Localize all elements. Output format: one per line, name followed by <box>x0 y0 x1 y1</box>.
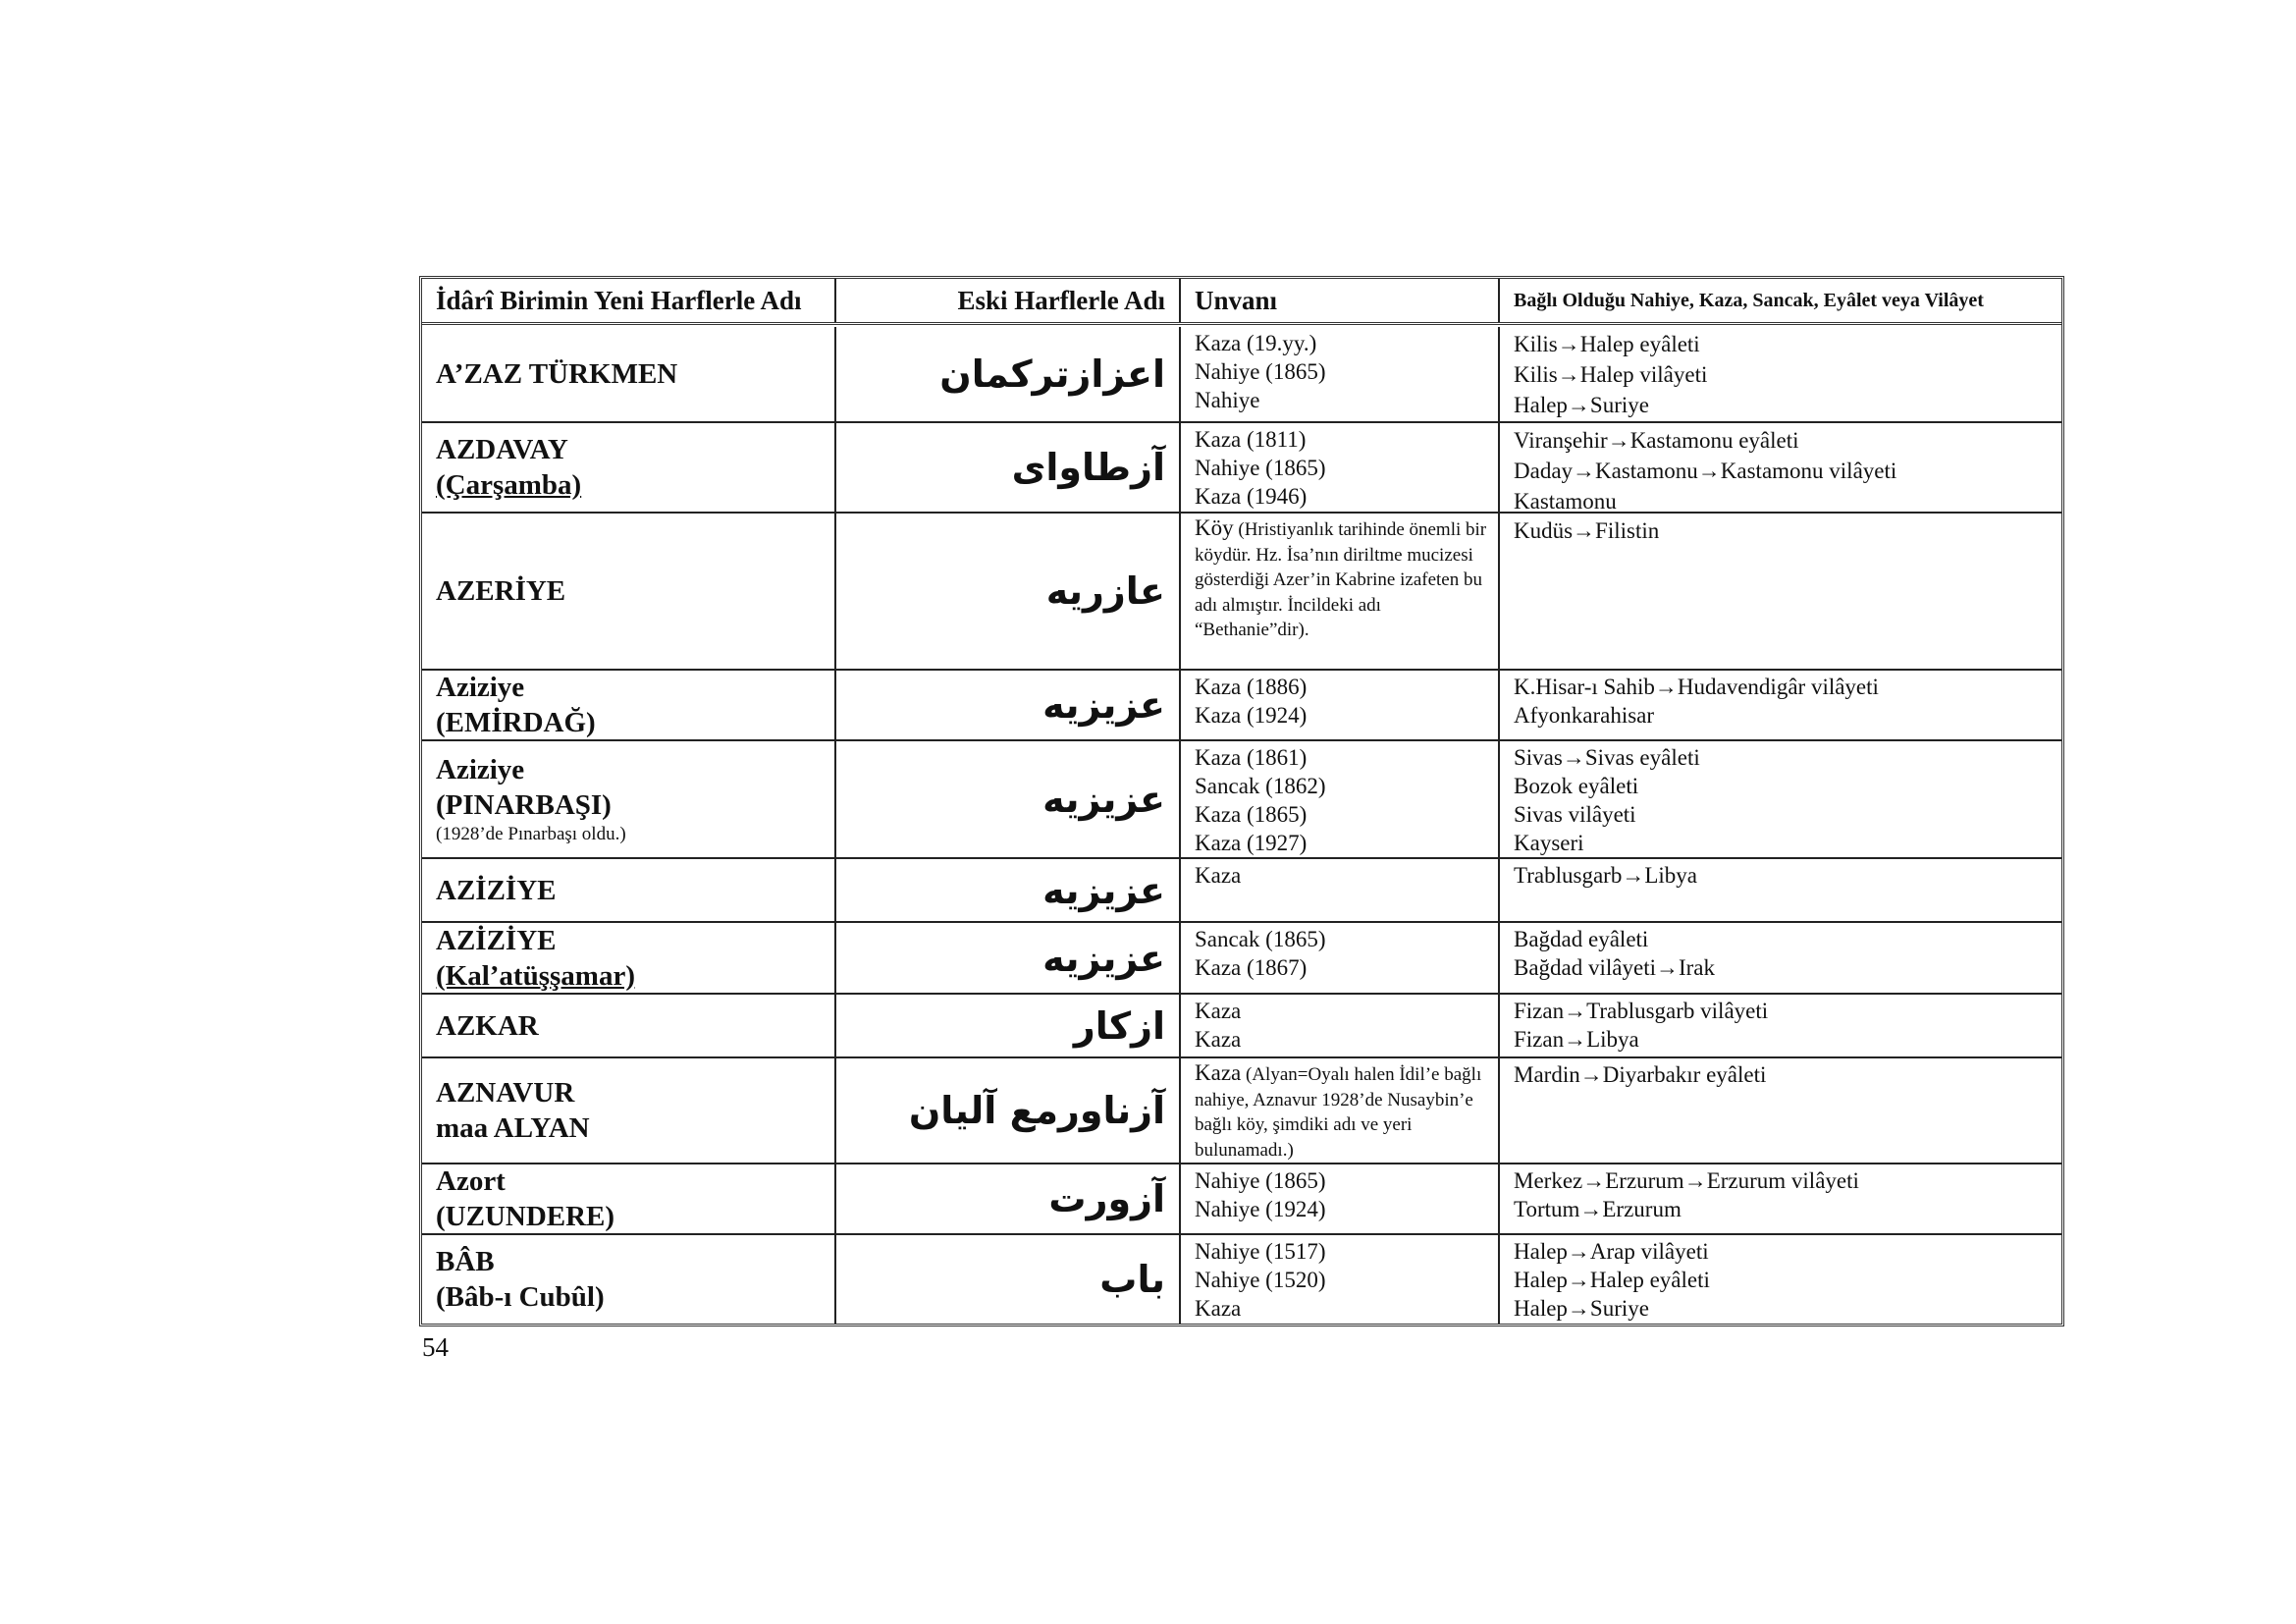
old-name: عزيزيه <box>1042 683 1165 727</box>
title-line: Kaza (1924) <box>1195 703 1308 728</box>
affiliation-line: Kilis→Halep vilâyeti <box>1514 362 1708 387</box>
affiliation-line: Kayseri <box>1514 831 1584 855</box>
title-line: Kaza <box>1195 1296 1242 1321</box>
new-name: AZNAVUR <box>436 1077 575 1109</box>
title-line: Kaza (1811) <box>1195 427 1307 452</box>
new-name-alt: (UZUNDERE) <box>436 1201 615 1232</box>
new-name: AZKAR <box>436 1009 539 1042</box>
new-name-alt: (EMİRDAĞ) <box>436 707 596 738</box>
title-line: Kaza <box>1195 999 1242 1023</box>
old-name: اعزازتركمان <box>939 352 1165 396</box>
affiliation-line: Bozok eyâleti <box>1514 774 1639 798</box>
affiliation-line: Halep→Suriye <box>1514 393 1649 417</box>
new-name: Azort <box>436 1165 506 1197</box>
title-main: Kaza <box>1195 1060 1242 1085</box>
affiliation-line: Halep→Suriye <box>1514 1296 1649 1321</box>
new-name: Aziziye <box>436 754 525 785</box>
title-line: Sancak (1865) <box>1195 927 1326 951</box>
title-line: Kaza (1927) <box>1195 831 1308 855</box>
header-old-name: Eski Harflerle Adı <box>836 279 1181 322</box>
table-row <box>422 671 2061 741</box>
table-row <box>422 995 2061 1058</box>
title-line: Nahiye (1517) <box>1195 1239 1326 1264</box>
table-row <box>422 859 2061 923</box>
new-name: AZİZİYE <box>436 874 557 906</box>
title-line: Kaza (1861) <box>1195 745 1308 770</box>
affiliation-line: Bağdad eyâleti <box>1514 927 1649 951</box>
new-name-note: (1928’de Pınarbaşı oldu.) <box>436 824 626 844</box>
affiliation-line: Halep→Halep eyâleti <box>1514 1268 1710 1292</box>
title-line: Nahiye <box>1195 388 1260 412</box>
table-row <box>422 1235 2061 1324</box>
title-line: Kaza (19.yy.) <box>1195 331 1317 355</box>
new-name: AZERİYE <box>436 575 566 607</box>
affiliation-line: Fizan→Trablusgarb vilâyeti <box>1514 999 1769 1023</box>
old-name: ازكار <box>1073 1003 1165 1048</box>
title-line: Kaza (1946) <box>1195 484 1308 509</box>
title-line: Nahiye (1865) <box>1195 359 1326 384</box>
affiliation-line: Sivas→Sivas eyâleti <box>1514 745 1700 770</box>
table-row <box>422 1164 2061 1235</box>
title-line: Kaza (1886) <box>1195 675 1308 699</box>
new-name-alt: maa ALYAN <box>436 1112 590 1144</box>
new-name: A’ZAZ TÜRKMEN <box>436 358 678 390</box>
affiliation-line: Trablusgarb→Libya <box>1514 863 1697 888</box>
affiliation-line: Kudüs→Filistin <box>1514 518 1660 543</box>
title-line: Kaza (1867) <box>1195 955 1308 980</box>
table-row <box>422 1058 2061 1164</box>
affiliation-line: Halep→Arap vilâyeti <box>1514 1239 1709 1264</box>
new-name-alt: (PINARBAŞI) <box>436 789 612 821</box>
title-line: Kaza <box>1195 1027 1242 1052</box>
old-name: عزيزيه <box>1042 868 1165 912</box>
title-line: Kaza <box>1195 863 1242 888</box>
new-name-alt: (Bâb-ı Cubûl) <box>436 1281 605 1313</box>
table-row <box>422 327 2061 423</box>
old-name: آزورت <box>1048 1177 1165 1220</box>
title-line: Nahiye (1865) <box>1195 1168 1326 1193</box>
old-name: آزطاواى <box>1011 446 1165 489</box>
header-new-name: İdârî Birimin Yeni Harflerle Adı <box>422 279 836 322</box>
header-affiliation: Bağlı Olduğu Nahiye, Kaza, Sancak, Eyâlet veya Vilâyet <box>1514 289 1984 311</box>
new-name-alt: (Çarşamba) <box>436 469 582 501</box>
table-row <box>422 423 2061 514</box>
title-note: (Hristiyanlık tarihinde önemli bir köydür. Hz. İsa’nın diriltme mucizesi gösterdiği Azer’in Kabrine izafeten bu adı almıştır. İncildeki adı “Bethanie”dir). <box>1195 519 1487 640</box>
old-name: عازريه <box>1045 569 1165 613</box>
page-number: 54 <box>422 1332 449 1362</box>
title-line: Kaza (1865) <box>1195 802 1308 827</box>
affiliation-line: Fizan→Libya <box>1514 1027 1639 1052</box>
old-name: باب <box>1099 1258 1165 1301</box>
affiliation-line: Tortum→Erzurum <box>1514 1197 1682 1221</box>
old-name: عزيزيه <box>1042 778 1165 821</box>
old-name: آزناورمع آليان <box>908 1089 1165 1132</box>
title-line: Sancak (1862) <box>1195 774 1326 798</box>
old-name: عزيزيه <box>1042 936 1165 980</box>
title-line: Nahiye (1520) <box>1195 1268 1326 1292</box>
title-note: (Alyan=Oyalı halen İdil’e bağlı nahiye, Aznavur 1928’de Nusaybin’e bağlı köy, şimdiki adı ve yeri bulunamadı.) <box>1195 1064 1482 1161</box>
affiliation-line: Bağdad vilâyeti→Irak <box>1514 955 1716 980</box>
affiliation-line: Merkez→Erzurum→Erzurum vilâyeti <box>1514 1168 1859 1193</box>
affiliation-line: Daday→Kastamonu→Kastamonu vilâyeti <box>1514 459 1897 483</box>
new-name: BÂB <box>436 1246 495 1277</box>
title-line: Nahiye (1865) <box>1195 456 1326 480</box>
new-name: AZİZİYE <box>436 924 557 956</box>
affiliation-line: Sivas vilâyeti <box>1514 802 1636 827</box>
new-name-alt: (Kal’atüşşamar) <box>436 959 635 992</box>
place-names-table <box>419 276 2064 1326</box>
affiliation-line: Kastamonu <box>1514 489 1617 514</box>
title-line: Nahiye (1924) <box>1195 1197 1326 1221</box>
table-header <box>422 279 2061 325</box>
table-row <box>422 741 2061 859</box>
affiliation-line: Mardin→Diyarbakır eyâleti <box>1514 1062 1767 1087</box>
header-title: Unvanı <box>1181 279 1500 322</box>
affiliation-line: Viranşehir→Kastamonu eyâleti <box>1514 428 1799 453</box>
affiliation-line: Afyonkarahisar <box>1514 703 1655 728</box>
affiliation-line: Kilis→Halep eyâleti <box>1514 332 1700 356</box>
new-name: AZDAVAY <box>436 434 568 465</box>
affiliation-line: K.Hisar-ı Sahib→Hudavendigâr vilâyeti <box>1514 675 1879 699</box>
table-row <box>422 514 2061 671</box>
table-row <box>422 923 2061 995</box>
title-main: Köy <box>1195 515 1234 540</box>
new-name: Aziziye <box>436 672 525 703</box>
